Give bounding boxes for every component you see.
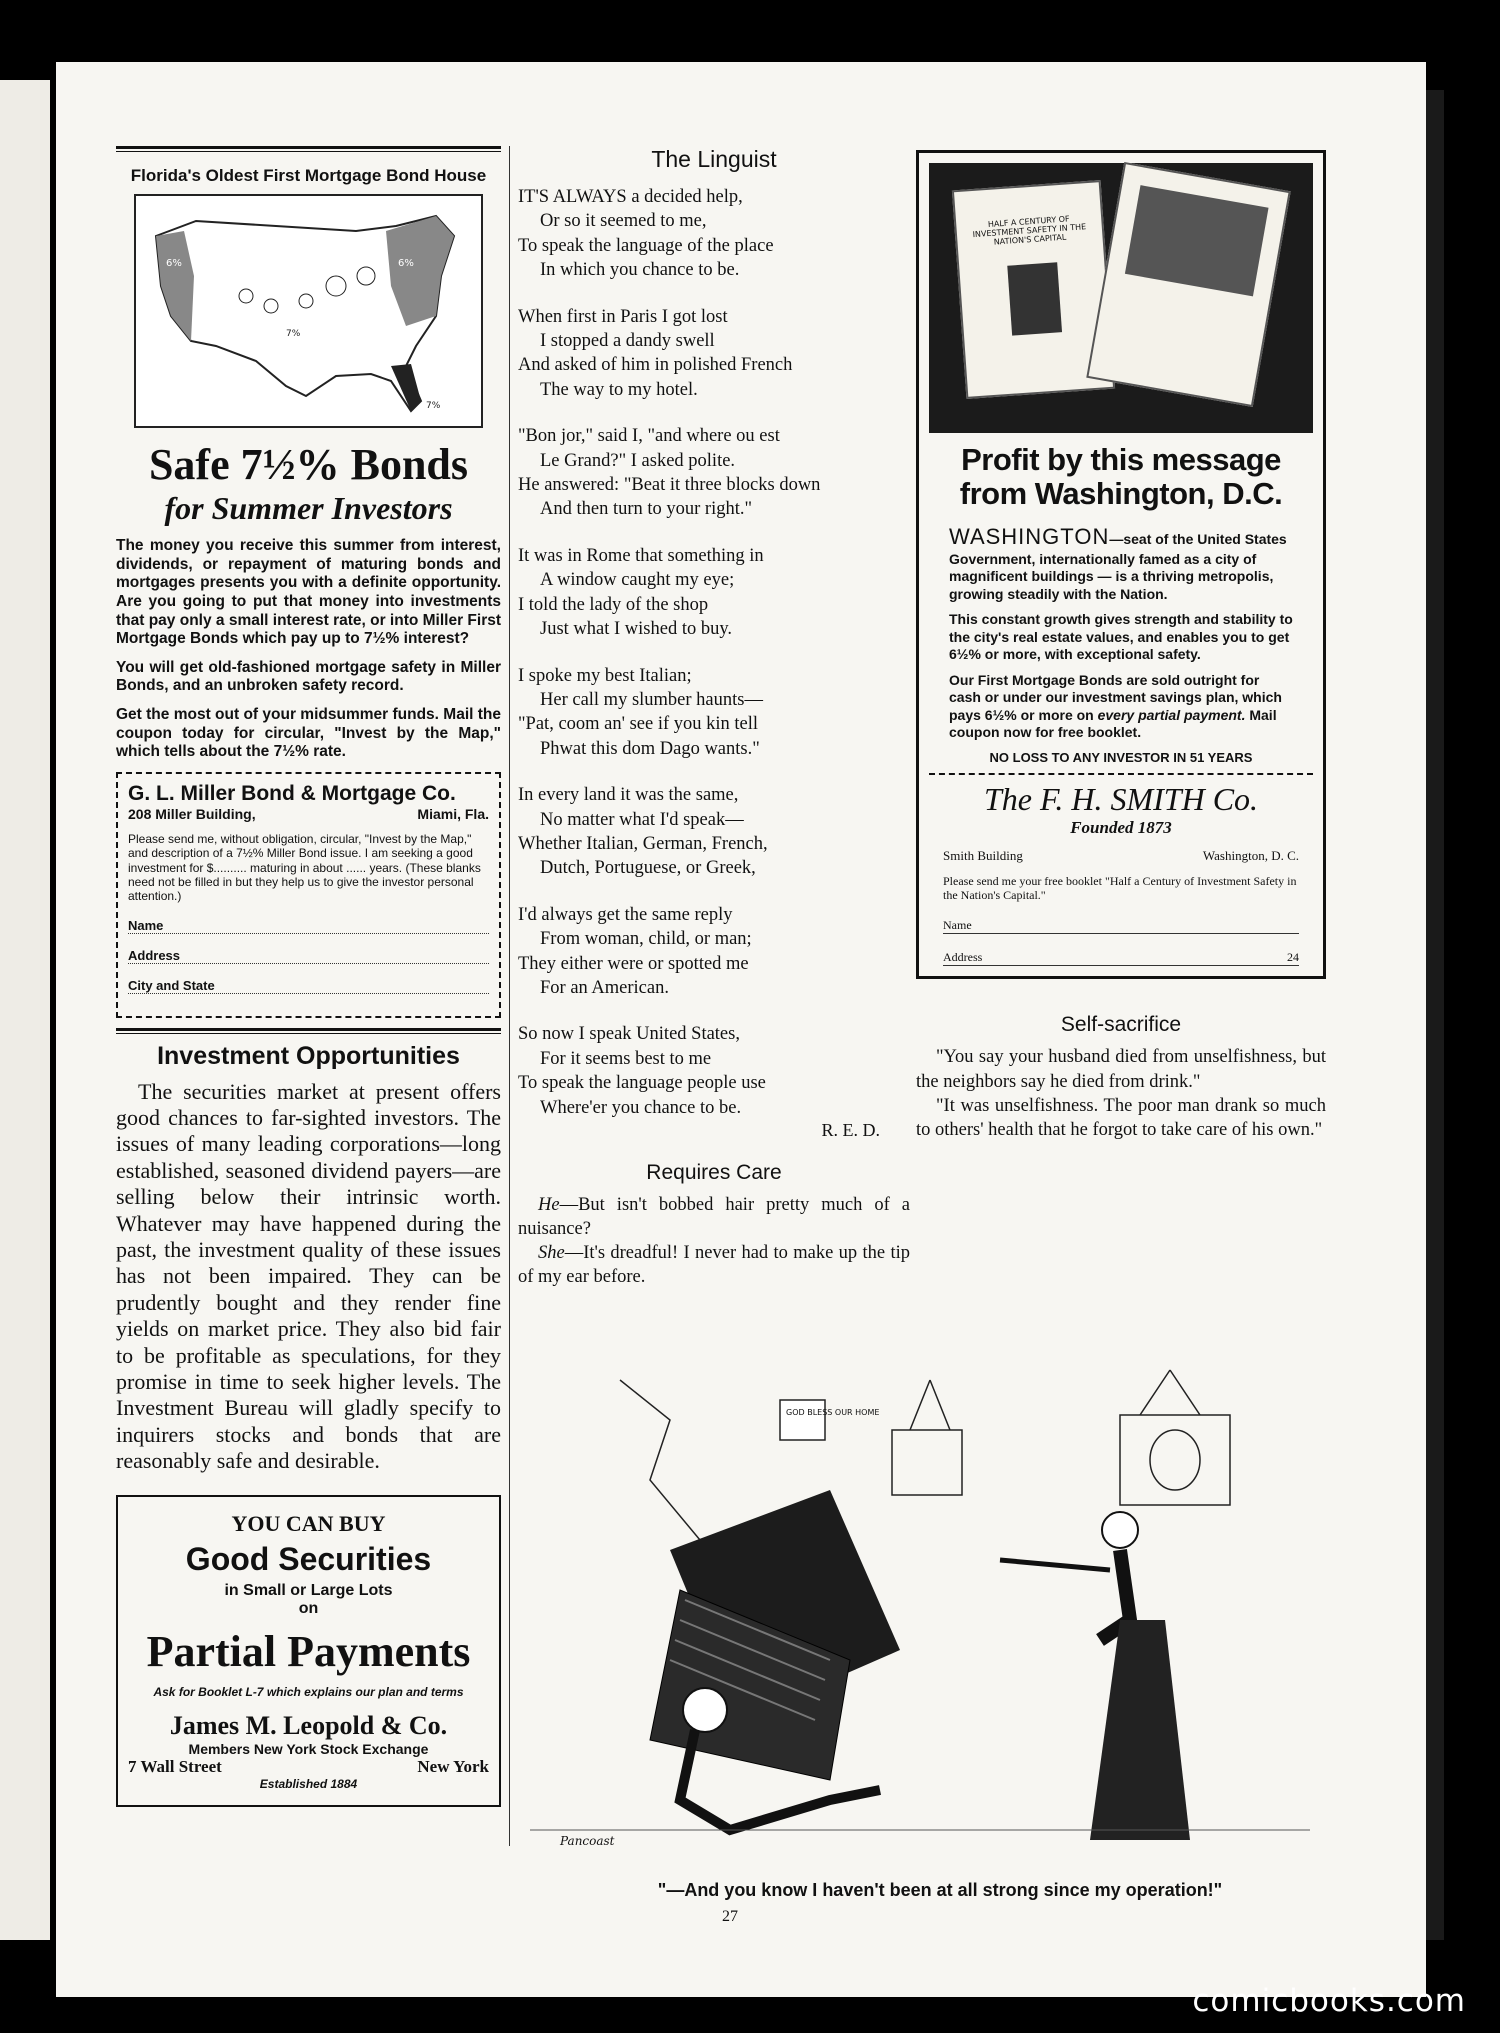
coupon-company: G. L. Miller Bond & Mortgage Co.	[128, 781, 456, 805]
poem-stanza	[518, 903, 910, 1001]
poem-stanza	[518, 664, 910, 762]
map-marker	[357, 267, 375, 285]
poem-line: So now I speak United States,	[518, 1024, 740, 1045]
smith-p3em: every partial payment.	[1097, 706, 1246, 723]
middle-column	[518, 146, 910, 1289]
poem-line: I stopped a dandy swell	[540, 331, 715, 352]
poem-stanza	[518, 783, 910, 881]
requires-care-line2	[518, 1241, 910, 1289]
leopold-ad	[116, 1495, 501, 1807]
booklet-title: HALF A CENTURY OF INVESTMENT SAFETY IN THE NATION'S CAPITAL	[972, 214, 1087, 247]
smith-p1-text: —seat of the United States Government, internationally famed as a city of magnificent buildings — is a thriving metropolis, growing steadily with the Nation.	[949, 531, 1287, 602]
smith-address-field[interactable]	[943, 950, 1299, 966]
smith-address-label: Address	[943, 950, 983, 965]
map-label-florida: 7%	[426, 401, 441, 411]
crack-line	[620, 1380, 700, 1540]
map-label-east: 6%	[398, 258, 414, 269]
section-rule	[116, 1028, 501, 1034]
smith-coupon-text: Please send me your free booklet "Half a Century of Investment Safety in the Nation's Capital."	[943, 873, 1297, 903]
us-map-illustration	[134, 194, 483, 428]
page-right-edge	[1426, 90, 1444, 1940]
watermark: comicbooks.com	[1192, 1983, 1466, 2019]
poem-line: No matter what I'd speak—	[540, 809, 744, 830]
self-sacrifice-p2: "It was unselfishness. The poor man drank so much to others' health that he forgot to take care of his own."	[916, 1095, 1326, 1140]
investment-title: Investment Opportunities	[157, 1041, 460, 1070]
poem-stanza	[518, 185, 910, 283]
poem-line: I spoke my best Italian;	[518, 665, 692, 686]
poem-line: Her call my slumber haunts—	[540, 689, 763, 710]
poem-line: From woman, child, or man;	[540, 929, 752, 950]
map-label-center: 7%	[286, 329, 301, 339]
leopold-city: New York	[417, 1756, 489, 1776]
leopold-line1: YOU CAN BUY	[231, 1510, 386, 1536]
smith-name-field[interactable]	[943, 918, 1299, 934]
coupon-name-field[interactable]: Name	[128, 918, 489, 934]
capitol-picture	[1124, 185, 1268, 296]
speaker-she: She	[538, 1243, 565, 1264]
smith-p3a: Our First Mortgage Bonds are sold outright for cash or under our investment savings plan, which pays 6½% or more on	[949, 671, 1282, 723]
top-rule	[116, 146, 501, 152]
booklet-picture	[1007, 262, 1062, 335]
leopold-street: 7 Wall Street	[128, 1756, 222, 1776]
poem-title: The Linguist	[651, 146, 777, 172]
smith-paragraph-1	[949, 523, 1293, 603]
poem-line: And asked of him in polished French	[518, 355, 793, 376]
leopold-company: James M. Leopold & Co.	[169, 1710, 448, 1740]
smith-headline-2: from Washington, D.C.	[959, 476, 1283, 512]
smith-cap: WASHINGTON	[949, 524, 1110, 550]
coupon-city: Miami, Fla.	[417, 805, 489, 822]
column-divider	[509, 146, 510, 1846]
smith-coupon[interactable]	[929, 773, 1313, 967]
poem-stanza	[518, 305, 910, 403]
requires-care-text1: —But isn't bobbed hair pretty much of a nuisance?	[518, 1195, 910, 1240]
coupon-building: 208 Miller Building,	[128, 805, 256, 822]
miller-coupon[interactable]	[116, 772, 501, 1018]
smith-building: Smith Building	[943, 847, 1023, 863]
poem-line: In which you chance to be.	[540, 260, 740, 281]
poem-line: It was in Rome that something in	[518, 545, 764, 566]
booklet-page	[1086, 162, 1290, 407]
portrait-oval	[1150, 1430, 1200, 1490]
poem-stanza	[518, 424, 910, 522]
smith-name-label: Name	[943, 918, 972, 933]
poem-line: IT'S ALWAYS a decided help,	[518, 187, 743, 207]
poem-line: The way to my hotel.	[540, 379, 698, 400]
coupon-city-field[interactable]: City and State	[128, 978, 489, 994]
artist-signature: Pancoast	[560, 1834, 615, 1848]
leopold-line2: Good Securities	[185, 1540, 432, 1577]
miller-ad-header: Florida's Oldest First Mortgage Bond House	[130, 166, 487, 185]
smith-body	[929, 523, 1313, 742]
wall-sign-text: GOD BLESS OUR HOME	[786, 1408, 880, 1417]
frame-wire-2	[1140, 1370, 1200, 1415]
fallen-piano	[650, 1490, 900, 1780]
smith-paragraph-3	[949, 672, 1293, 742]
picture-frame-large	[1120, 1415, 1230, 1505]
page-number: 27	[722, 1908, 738, 1925]
map-marker	[299, 294, 313, 308]
left-column	[116, 146, 501, 1807]
speaker-he: He	[538, 1195, 560, 1215]
poem-line: Where'er you chance to be.	[540, 1097, 742, 1118]
poem-stanza	[518, 544, 910, 642]
poem-line: And then turn to your right."	[540, 499, 753, 520]
requires-care-title: Requires Care	[646, 1161, 782, 1184]
poem-line: A window caught my eye;	[540, 570, 735, 591]
poem-line: "Bon jor," said I, "and where ou est	[518, 426, 780, 447]
smith-company: The F. H. SMITH Co.	[983, 780, 1259, 817]
poem-line: Just what I wished to buy.	[540, 619, 733, 640]
smith-address-row	[943, 848, 1299, 864]
self-sacrifice-title: Self-sacrifice	[1060, 1013, 1182, 1037]
poem-line: Le Grand?" I asked polite.	[540, 450, 736, 471]
poem-line: "Pat, coom an' see if you kin tell	[518, 714, 759, 735]
cartoon-illustration	[530, 1360, 1310, 1870]
facing-page-edge	[0, 80, 50, 1940]
smith-headline-1: Profit by this message	[961, 442, 1281, 477]
leopold-line3: in Small or Large Lots	[224, 1581, 393, 1599]
poem-signature: R. E. D.	[821, 1120, 880, 1140]
poem-stanza	[518, 1022, 910, 1120]
map-marker	[326, 276, 346, 296]
poem-line: He answered: "Beat it three blocks down	[518, 475, 821, 496]
miller-paragraph-2: You will get old-fashioned mortgage safety in Miller Bonds, and an unbroken safety record.	[116, 658, 501, 695]
woman-figure	[1000, 1512, 1190, 1840]
smith-ad	[916, 150, 1326, 979]
map-label-west: 6%	[166, 258, 182, 269]
smith-founded: Founded 1873	[1070, 817, 1172, 837]
picture-frame-small	[892, 1430, 962, 1495]
poem-body	[518, 185, 910, 1120]
smith-p3b: Mail coupon now for free booklet.	[949, 706, 1277, 741]
map-marker	[239, 289, 253, 303]
smith-paragraph-2: This constant growth gives strength and stability to the city's real estate values, and enables you to get 6½% or more, with exceptional safety.	[949, 611, 1293, 663]
us-map-svg	[136, 196, 477, 422]
poem-line: They either were or spotted me	[518, 953, 749, 974]
poem-line: To speak the language of the place	[518, 235, 774, 256]
wall-sign	[780, 1400, 825, 1440]
leopold-address	[128, 1757, 489, 1777]
poem-line: Phwat this dom Dago wants."	[540, 738, 760, 759]
map-marker	[264, 299, 278, 313]
coupon-address-line	[128, 806, 489, 822]
poem-line: I told the lady of the shop	[518, 594, 709, 615]
cartoon-svg	[530, 1360, 1310, 1870]
poem-line: For an American.	[540, 977, 669, 998]
smith-code: 24	[1287, 950, 1299, 965]
smith-city: Washington, D. C.	[1202, 847, 1299, 863]
smith-noloss: NO LOSS TO ANY INVESTOR IN 51 YEARS	[989, 749, 1253, 765]
self-sacrifice-p1: "You say your husband died from unselfishness, but the neighbors say he died from drink."	[916, 1047, 1326, 1092]
cartoon-caption: "—And you know I haven't been at all strong since my operation!"	[657, 1880, 1223, 1900]
leopold-members: Members New York Stock Exchange	[188, 1740, 429, 1757]
leopold-line3b: on	[298, 1599, 319, 1617]
poem-line: Or so it seemed to me,	[540, 211, 707, 232]
poem-line: To speak the language people use	[518, 1073, 766, 1094]
poem-line: For it seems best to me	[540, 1048, 712, 1069]
coupon-text: Please send me, without obligation, circular, "Invest by the Map," and description of a 7½% Miller Bond issue. I am seeking a good investment for $.......... maturing in about ...... years. (These blanks need not be filled in but they help us to give the investor personal attention.)	[128, 831, 481, 904]
miller-subtitle: for Summer Investors	[164, 490, 453, 527]
poem-line: In every land it was the same,	[518, 785, 739, 806]
poem-line: I'd always get the same reply	[518, 904, 733, 925]
leopold-line4: Partial Payments	[146, 1626, 471, 1676]
miller-paragraph-1: The money you receive this summer from interest, dividends, or repayment of maturing bonds and mortgages presents you with a definite opportunity. Are you going to put that money into investments that pay only a small interest rate, or into Miller First Mortgage Bonds which pay up to 7½% interest?	[116, 537, 502, 648]
coupon-address-field[interactable]: Address	[128, 948, 489, 964]
poem-line: When first in Paris I got lost	[518, 306, 728, 327]
miller-title: Safe 7½% Bonds	[148, 440, 469, 489]
leopold-established: Established 1884	[259, 1776, 358, 1791]
poem-line: Whether Italian, German, French,	[518, 833, 768, 854]
requires-care-text2: —It's dreadful! I never had to make up the tip of my ear before.	[518, 1243, 910, 1288]
right-column	[916, 150, 1326, 1142]
requires-care-line1	[518, 1193, 910, 1241]
poem-line: Dutch, Portuguese, or Greek,	[540, 858, 756, 879]
booklet-illustration	[929, 163, 1313, 433]
leopold-booklet: Ask for Booklet L-7 which explains our plan and terms	[153, 1684, 464, 1699]
investment-body: The securities market at present offers good chances to far-sighted investors. The issues of many leading corporations—long established, seasoned dividend payers—are selling below their intrinsic worth. Whatever may have happened during the past, the investment quality of these issues has not been impaired. They can be prudently bought and they render fine yields on market price. They also bid fair to be profitable as speculations, for they promise in time to seek higher levels. The Investment Bureau will gladly specify to inquirers stocks and bonds that are reasonably safe and desirable.	[116, 1078, 501, 1474]
frame-wire	[910, 1380, 950, 1430]
miller-paragraph-3: Get the most out of your midsummer funds. Mail the coupon today for circular, "Invest by the Map," which tells about the 7½% rate.	[116, 705, 501, 761]
